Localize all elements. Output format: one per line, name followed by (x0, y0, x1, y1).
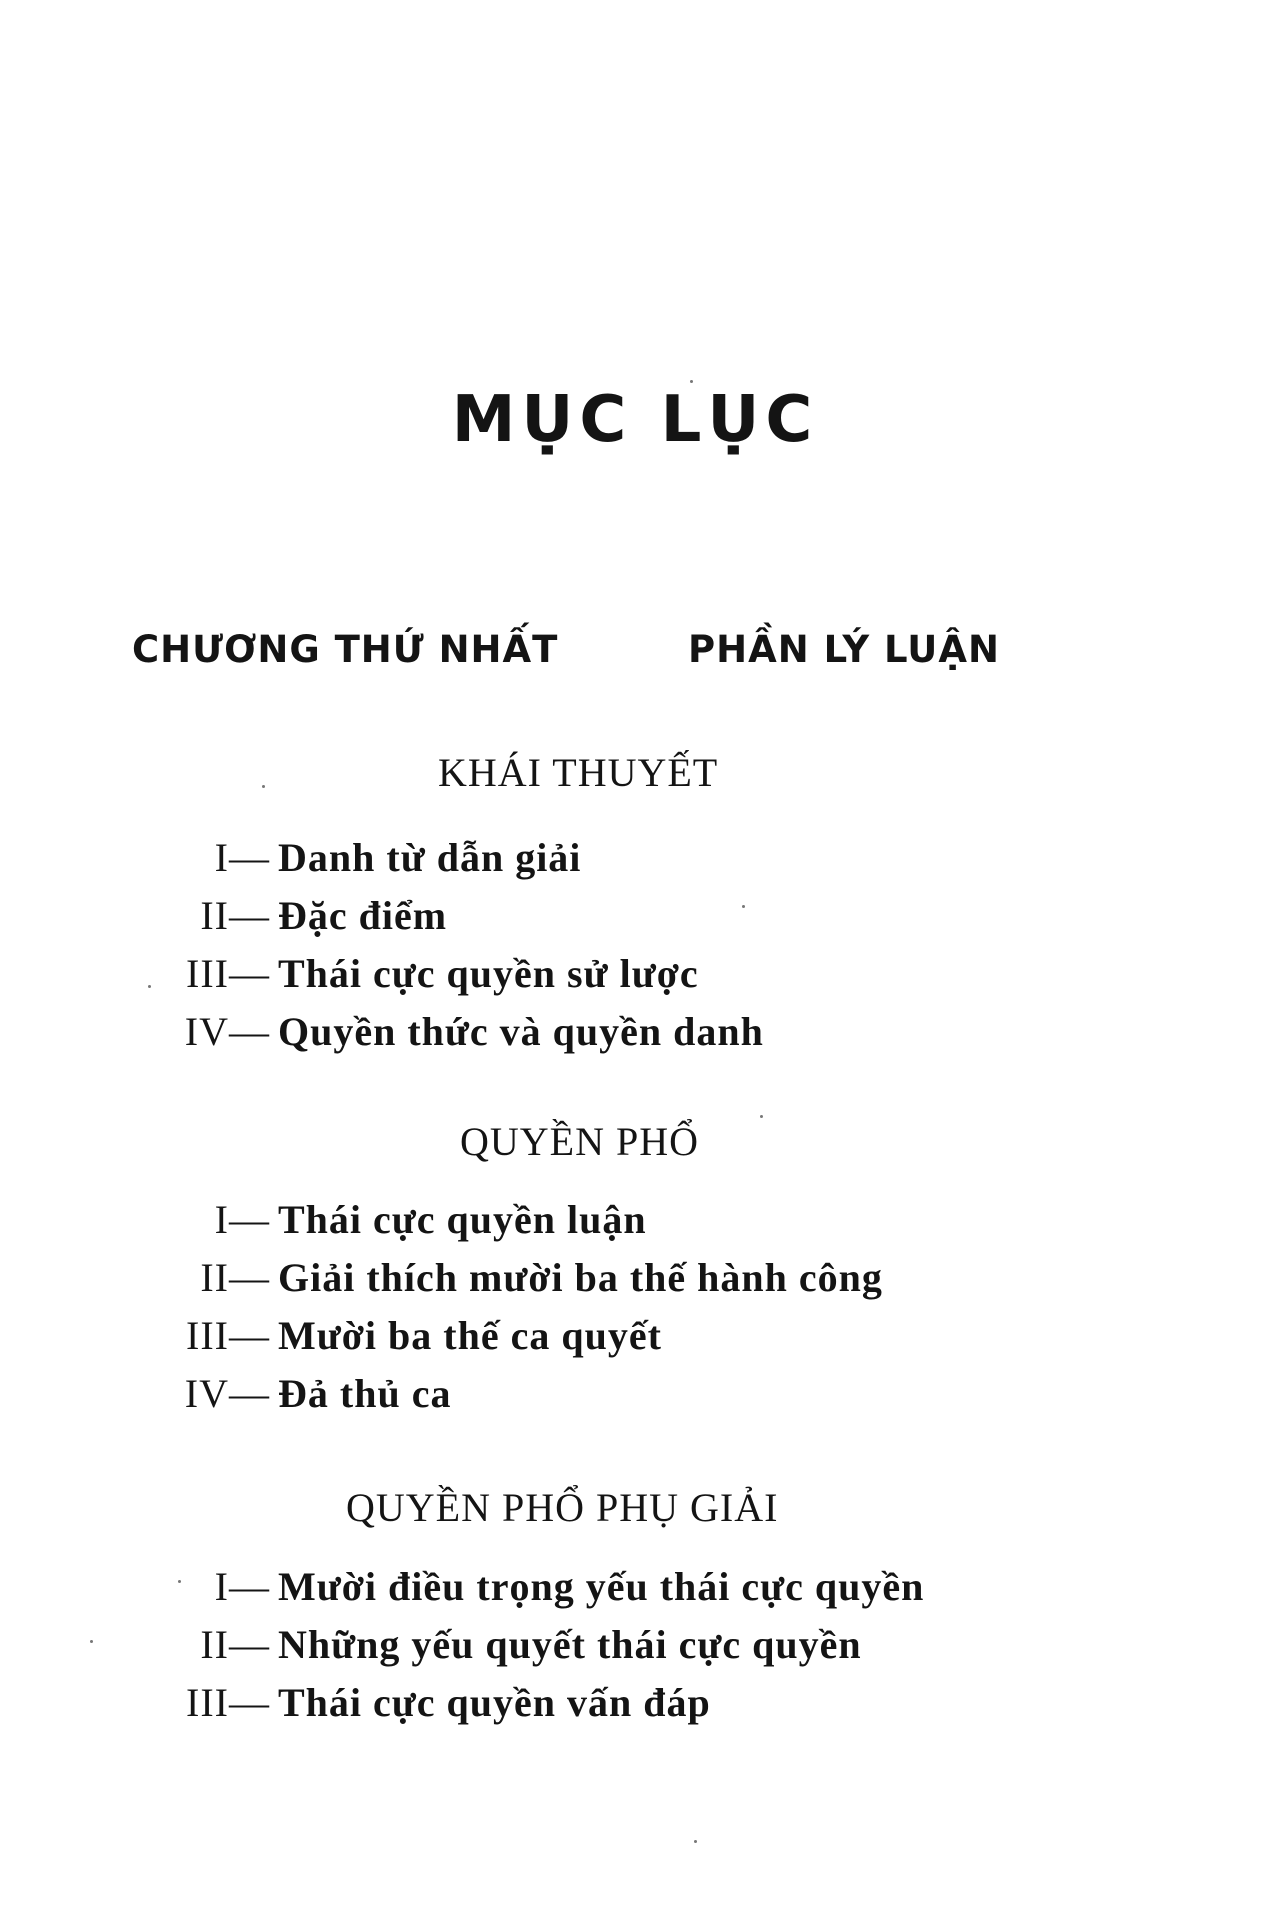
scan-speck (760, 1115, 763, 1118)
toc-entry-text: Những yếu quyết thái cực quyền (278, 1622, 862, 1667)
toc-entry-number: III— (186, 1680, 270, 1725)
toc-entry-number: III— (186, 1313, 270, 1358)
section-heading: QUYỀN PHỔ (460, 1119, 699, 1164)
page-title: MỤC LỤC (451, 383, 819, 457)
toc-entry-text: Thái cực quyền sử lược (278, 951, 699, 996)
toc-entry-text: Mười ba thế ca quyết (278, 1313, 662, 1358)
toc-entry-number: II— (200, 893, 270, 938)
toc-entry-number: I— (214, 1197, 270, 1242)
toc-entry-text: Quyền thức và quyền danh (278, 1009, 764, 1054)
toc-entry-number: III— (186, 951, 270, 996)
section-heading: KHÁI THUYẾT (438, 750, 719, 795)
chapter-number: CHƯƠNG THỨ NHẤT (132, 628, 559, 671)
scan-speck (148, 985, 151, 988)
scan-speck (90, 1640, 93, 1643)
toc-entry-text: Thái cực quyền vấn đáp (278, 1680, 711, 1725)
scan-speck (178, 1580, 181, 1583)
toc-entry-number: II— (200, 1622, 270, 1667)
toc-entry-number: II— (200, 1255, 270, 1300)
toc-entry-number: I— (214, 835, 270, 880)
toc-entry-text: Giải thích mười ba thế hành công (278, 1255, 883, 1300)
toc-entry-text: Đả thủ ca (278, 1371, 452, 1416)
scan-speck (742, 905, 745, 908)
toc-entry-number: IV— (184, 1371, 270, 1416)
scan-speck (694, 1840, 697, 1843)
scan-speck (262, 785, 265, 788)
toc-entry-number: I— (214, 1564, 270, 1609)
toc-entry-text: Đặc điểm (278, 893, 448, 938)
toc-entry-number: IV— (184, 1009, 270, 1054)
chapter-part-title: PHẦN LÝ LUẬN (688, 628, 1000, 671)
toc-entry-text: Thái cực quyền luận (278, 1197, 647, 1242)
section-heading: QUYỀN PHỔ PHỤ GIẢI (346, 1485, 779, 1530)
toc-entry-text: Mười điều trọng yếu thái cực quyền (278, 1564, 925, 1609)
toc-entry-text: Danh từ dẫn giải (278, 835, 582, 880)
scan-speck (690, 380, 693, 383)
